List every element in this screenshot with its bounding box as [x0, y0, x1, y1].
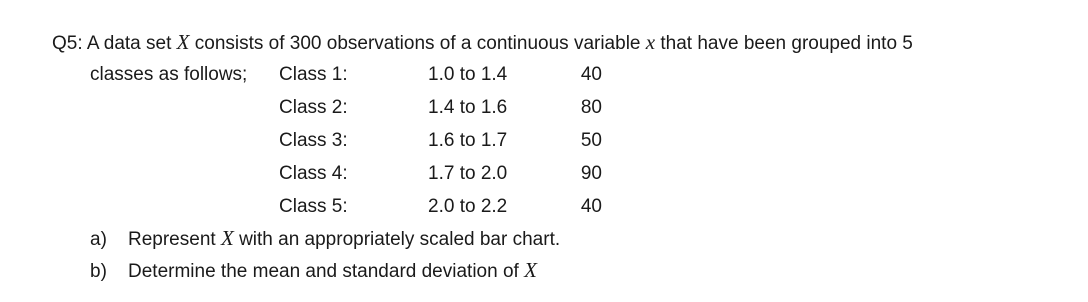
class-name: Class 4:	[279, 163, 348, 184]
part-label: b)	[90, 261, 107, 282]
variable-x: x	[645, 30, 656, 54]
question-line-1	[52, 30, 913, 56]
part-a	[90, 226, 560, 252]
question-intro-before: A data set	[86, 33, 172, 54]
part-b	[90, 258, 537, 284]
variable-X: X	[176, 30, 190, 54]
class-range: 1.4 to 1.6	[428, 97, 508, 118]
part-label: a)	[90, 229, 107, 250]
question-intro-after: that have been grouped into 5	[660, 33, 913, 54]
part-text: Determine the mean and standard deviation of	[128, 261, 519, 282]
question-label: Q5:	[52, 33, 83, 54]
class-count: 40	[580, 64, 602, 85]
variable-X: X	[524, 258, 537, 282]
class-name: Class 2:	[279, 97, 348, 118]
class-range: 1.0 to 1.4	[428, 64, 508, 85]
class-range: 2.0 to 2.2	[428, 196, 508, 217]
question-intro-mid: consists of 300 observations of a continuous variable	[194, 33, 641, 54]
class-range: 1.7 to 2.0	[428, 163, 508, 184]
class-name: Class 1:	[279, 64, 348, 85]
question-line-2-prefix: classes as follows;	[90, 64, 248, 85]
part-text: Represent	[128, 229, 216, 250]
class-range: 1.6 to 1.7	[428, 130, 508, 151]
class-count: 80	[580, 97, 602, 118]
part-text-rest: with an appropriately scaled bar chart.	[239, 229, 561, 250]
variable-X: X	[220, 226, 234, 250]
class-count: 50	[580, 130, 602, 151]
class-count: 40	[580, 196, 602, 217]
class-name: Class 3:	[279, 130, 348, 151]
class-name: Class 5:	[279, 196, 348, 217]
class-count: 90	[580, 163, 602, 184]
